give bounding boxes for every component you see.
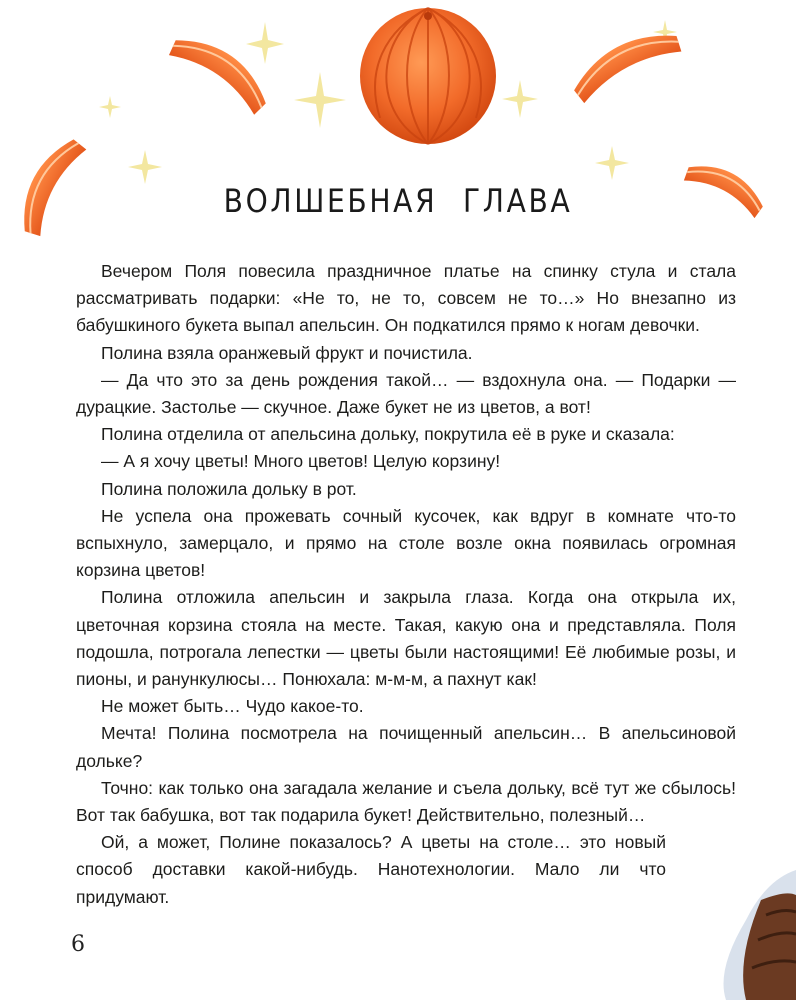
paragraph: Точно: как только она загадала желание и съела дольку, всё тут же сбылось! Вот так бабушка, вот так подарила букет! Действительно, полезный… — [76, 777, 736, 826]
chapter-title: ВОЛШЕБНАЯ ГЛАВА — [223, 182, 573, 220]
sparkle-icon — [128, 150, 162, 184]
orange-slice-icon — [167, 25, 277, 117]
paragraph: — Да что это за день рождения такой… — вздохнула она. — Подарки — дурацкие. Застолье — скучное. Даже букет не из цветов, а вот! — [76, 369, 736, 418]
paragraph: Полина отложила апельсин и закрыла глаза. Когда она открыла их, цветочная корзина стояла на месте. Такая, какую она и представляла. Поля подошла, потрогала лепестки — цветы были настоящими! Её любимые розы, и пионы, и ранункулюсы… Понюхала: м-м-м, а пахнут как! — [76, 587, 736, 690]
orange-fruit-icon — [360, 8, 496, 144]
page-number: 6 — [71, 932, 85, 957]
paragraph: — А я хочу цветы! Много цветов! Целую корзину! — [101, 451, 501, 472]
sparkle-icon — [502, 80, 538, 118]
corner-decoration — [706, 860, 796, 1000]
sparkle-icon — [595, 146, 629, 180]
paragraph: Полина положила дольку в рот. — [101, 478, 357, 499]
paragraph: Вечером Поля повесила праздничное платье на спинку стула и стала рассматривать подарки: «Не то, не то, совсем не то…» Но внезапно из бабушкиного букета выпал апельсин. Он подкатился прямо к ногам девочки. — [76, 261, 736, 336]
sparkle-icon — [294, 72, 346, 128]
paragraph: Ой, а может, Полине показалось? А цветы на столе… это новый способ доставки какой-нибудь. Нанотехнологии. Мало ли что придумают. — [76, 832, 666, 907]
paragraph: Полина взяла оранжевый фрукт и почистила. — [101, 342, 473, 363]
paragraph: Полина отделила от апельсина дольку, покрутила её в руке и сказала: — [101, 424, 675, 445]
sparkle-icon — [99, 96, 121, 118]
sparkle-icon — [246, 22, 284, 64]
story-text — [76, 258, 736, 911]
paragraph: Не может быть… Чудо какое-то. — [101, 696, 364, 717]
paragraph: Мечта! Полина посмотрела на почищенный апельсин… В апельсиновой дольке? — [76, 723, 736, 771]
paragraph: Не успела она прожевать сочный кусочек, как вдруг в комнате что-то вспыхнуло, замерцало, и прямо на столе возле окна появилась огромная корзина цветов! — [76, 505, 736, 581]
